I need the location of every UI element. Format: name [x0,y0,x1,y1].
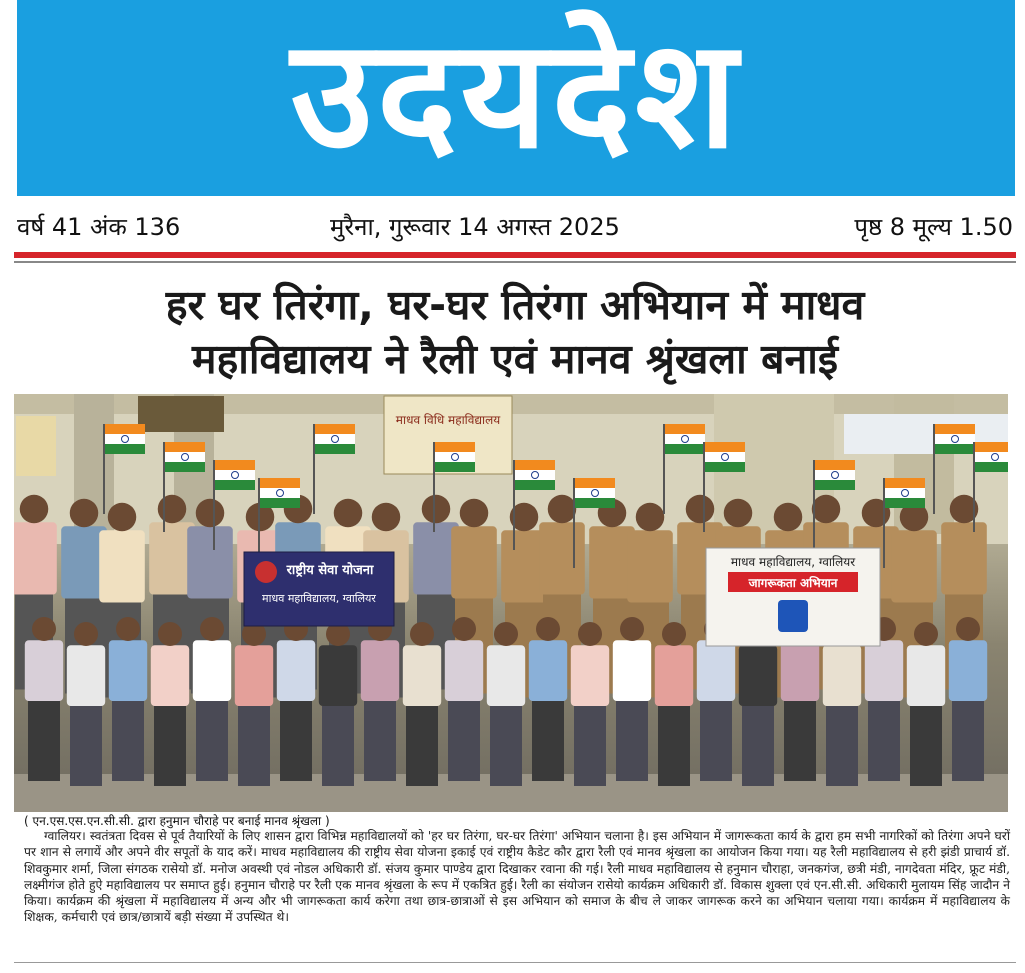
headline-line-2: महाविद्यालय ने रैली एवं मानव श्रृंखला बनाई [192,335,838,383]
masthead [17,0,1015,196]
banner-nss [244,552,394,626]
faculty-member [487,622,525,786]
faculty-member [739,622,777,786]
banner-nss-line2: माधव महाविद्यालय, ग्वालियर [262,592,376,605]
faculty-member [823,622,861,786]
photo-scene [14,394,1008,812]
masthead-title: उदयदेश [290,8,742,182]
banner-awareness-line1: माधव महाविद्यालय, ग्वालियर [730,555,856,569]
faculty-member [193,617,231,781]
banner-nss-line1: राष्ट्रीय सेवा योजना [286,563,374,578]
faculty-member [109,617,147,781]
faculty-member [445,617,483,781]
article-body [24,828,1010,926]
issue-page-price: पृष्ठ 8 मूल्य 1.50 [854,213,1013,241]
article-headline [14,278,1016,386]
building-sign-text: माधव विधि महाविद्यालय [395,413,501,427]
headline-line-1: हर घर तिरंगा, घर-घर तिरंगा अभियान में माधव [165,281,865,329]
faculty-member [235,622,273,786]
red-rule [14,252,1016,258]
faculty-member [655,622,693,786]
faculty-member [319,622,357,786]
faculty-member [67,622,105,786]
issue-place-date: मुरैना, गुरूवार 14 अगस्त 2025 [330,213,620,241]
faculty-member [613,617,651,781]
banner-awareness-line2: जागरूकता अभियान [748,576,838,590]
article-photo [14,394,1008,812]
faculty-member [571,622,609,786]
bottom-rule [14,962,1016,963]
issue-info-bar [17,206,1015,246]
faculty-member [949,617,987,781]
photo-caption: ( एन.एस.एस.एन.सी.सी. द्वारा हनुमान चौराहे पर बनाई मानव श्रृंखला ) [24,814,330,828]
faculty-member [277,617,315,781]
issue-volume: वर्ष 41 अंक 136 [17,213,181,241]
faculty-member [907,622,945,786]
faculty-member [151,622,189,786]
article-body-paragraph: ग्वालियर। स्वतंत्रता दिवस से पूर्व तैयारियों के लिए शासन द्वारा विभिन्न महाविद्यालयों को 'हर घर तिरंगा, घर-घर तिरंगा' अभियान चलाना है। इस अभियान में जागरूकता कार्य के द्वारा हम सभी नागरिकों को तिरंगा अपने घरों पर शान से लगायें और अपने वीर सपूतों के याद करें। माधव महाविद्यालय की राष्ट्रीय सेवा योजना इकाई एवं राष्ट्रीय कैडेट कौर द्वारा रैली एवं मानव श्रृंखला का आयोजन किया गया। यह रैली महाविद्यालय से हरी झंडी प्राचार्य डॉ. शिवकुमार शर्मा, जिला संगठक रासेयो डॉ. मनोज अवस्थी एवं नोडल अधिकारी डॉ. संजय कुमार पाण्डेय द्वारा दिखाकर रवाना की गई। रैली माधव महाविद्यालय से हनुमान चौराहा, जनकगंज, छत्री मंडी, नागदेवता मंदिर, फ्रूट मंडी, लक्ष्मीगंज होते हुऐ महाविद्यालय पर समाप्त हुई। हनुमान चौराहे पर रैली एक मानव श्रृंखला के रूप में एकत्रित हुई। रैली का संयोजन रासेयो कार्यक्रम अधिकारी डॉ. विकास शुक्ला एवं एन.सी.सी. अधिकारी मुलायम सिंह जादौन ने किया। कार्यक्रम की श्रृंखला में महाविद्यालय में अन्य और भी जागरूकता कार्य करेगा तथा छात्र-छात्राओं से इस अभियान को समाज के बीच ले जाकर जागरूक करने का अभियान चलाया गया। कार्यक्रम में महाविद्यालय के शिक्षक, कर्मचारी एवं छात्र/छात्रायें बड़ी संख्या में उपस्थित थे। [24,829,1010,925]
faculty-member [25,617,63,781]
faculty-member [529,617,567,781]
banner-awareness [706,548,880,646]
faculty-member [403,622,441,786]
thin-rule [14,261,1016,263]
faculty-member [361,617,399,781]
